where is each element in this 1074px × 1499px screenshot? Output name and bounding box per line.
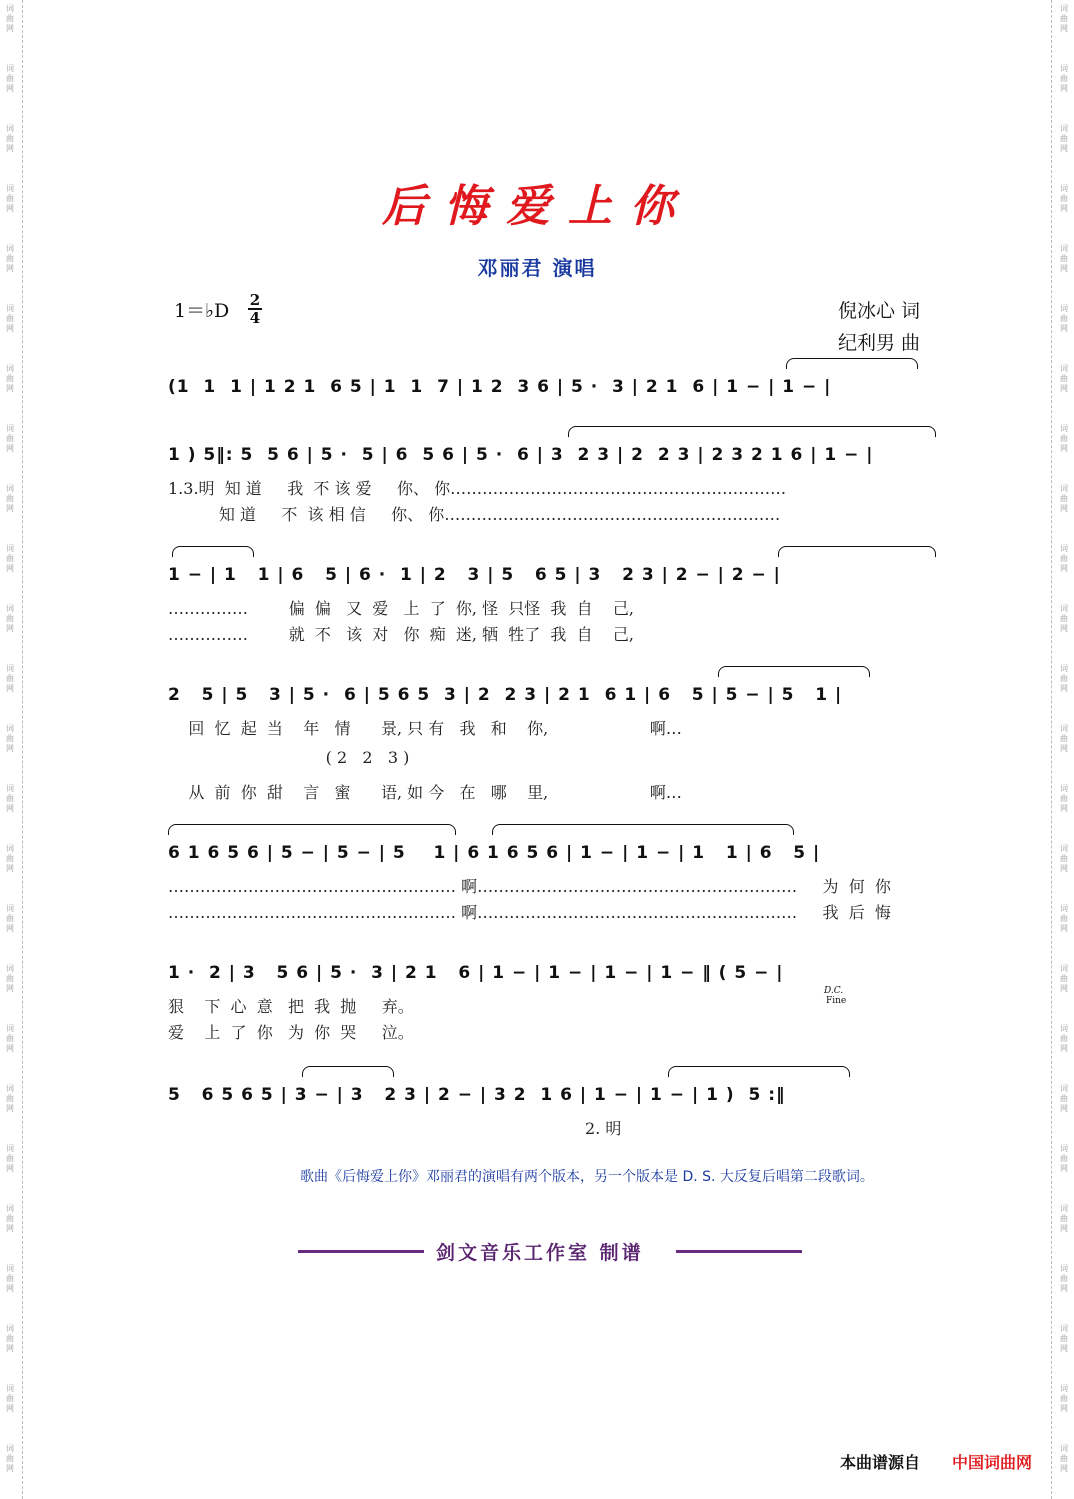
watermark-text: 词 曲 网 [6,1024,14,1053]
notation-line: 5 6 5 6 5 | 3 − | 3 2 3 | 2 − | 3 2 1 6 | 1 − | 1 − | 1 ) 5 :‖ [168,1085,786,1105]
time-signature [248,292,262,326]
watermark-text: 词 曲 网 [6,904,14,933]
slur-arc [492,824,794,835]
maker-divider-left [298,1250,424,1253]
slur-arc [568,426,936,437]
watermark-text: 词 曲 网 [6,1264,14,1293]
watermark-text: 词 曲 网 [6,424,14,453]
watermark-text: 词 曲 网 [1060,304,1068,333]
watermark-text: 词 曲 网 [6,664,14,693]
watermark-text: 词 曲 网 [1060,904,1068,933]
lyricist-credit: 倪冰心 词 [838,300,921,322]
notation-line: 6 1 6 5 6 | 5 − | 5 − | 5 1 | 6 1 6 5 6 | 1 − | 1 − | 1 1 | 6 5 | [168,843,821,863]
time-signature-top: 2 [249,291,261,309]
watermark-text: 词 曲 网 [6,604,14,633]
tie-arc [778,546,936,557]
watermark-text: 词 曲 网 [6,184,14,213]
watermark-text: 词 曲 网 [1060,64,1068,93]
watermark-text: 词 曲 网 [1060,784,1068,813]
lyric-verse-2: 爱 上 了 你 为 你 哭 泣。 [168,1023,414,1042]
watermark-text: 词 曲 网 [1060,1204,1068,1233]
watermark-text: 词 曲 网 [6,1324,14,1353]
watermark-text: 词 曲 网 [6,304,14,333]
watermark-text: 词 曲 网 [1060,544,1068,573]
watermark-text: 词 曲 网 [1060,724,1068,753]
key-signature: 1＝♭D [174,300,230,322]
watermark-text: 词 曲 网 [1060,1144,1068,1173]
lyric-verse-1: 回 忆 起 当 年 情 景, 只 有 我 和 你, 啊… [168,719,682,738]
tie-arc [302,1066,394,1077]
watermark-text: 词 曲 网 [1060,604,1068,633]
watermark-text: 词 曲 网 [1060,1384,1068,1413]
lyric-verse-2: 从 前 你 甜 言 蜜 语, 如 今 在 哪 里, 啊… [168,783,682,802]
watermark-text: 词 曲 网 [6,784,14,813]
tie-arc [668,1066,850,1077]
watermark-text: 词 曲 网 [1060,484,1068,513]
watermark-text: 词 曲 网 [1060,184,1068,213]
watermark-text: 词 曲 网 [6,1384,14,1413]
fine-marking: Fine [826,996,847,1006]
alternate-notes: ( 2 2 3 ) [168,748,410,767]
composer-credit: 纪利男 曲 [838,332,921,354]
lyric-verse-1: 狠 下 心 意 把 我 抛 弃。 [168,997,414,1016]
watermark-text: 词 曲 网 [1060,124,1068,153]
lyric-verse-1: ……………………………………………… 啊…………………………………………………… 为 何 你 [168,877,891,896]
dc-marking: D.C. [824,986,844,996]
source-site-link[interactable]: 中国词曲网 [952,1453,1033,1472]
watermark-text: 词 曲 网 [6,4,14,33]
watermark-text: 词 曲 网 [6,484,14,513]
watermark-text: 词 曲 网 [1060,1024,1068,1053]
tie-arc [718,666,870,677]
watermark-text: 词 曲 网 [1060,1084,1068,1113]
notation-line: 1 ) 5‖: 5 5 6 | 5 · 5 | 6 5 6 | 5 · 6 | 3 2 3 | 2 2 3 | 2 3 2 1 6 | 1 − | [168,445,874,465]
singer-credit: 邓丽君 演唱 [477,256,597,280]
watermark-text: 词 曲 网 [6,364,14,393]
notation-line: (1 1 1 | 1 2 1 6 5 | 1 1 7 | 1 2 3 6 | 5 · 3 | 2 1 6 | 1 − | 1 − | [168,377,832,397]
maker-credit: 剑文音乐工作室 制谱 [436,1242,644,1264]
watermark-text: 词 曲 网 [1060,1444,1068,1473]
maker-divider-right [676,1250,802,1253]
watermark-text: 词 曲 网 [1060,4,1068,33]
time-signature-bottom: 4 [249,309,261,327]
watermark-text: 词 曲 网 [1060,1264,1068,1293]
watermark-text: 词 曲 网 [1060,664,1068,693]
watermark-text: 词 曲 网 [6,544,14,573]
watermark-text: 词 曲 网 [6,1444,14,1473]
watermark-text: 词 曲 网 [1060,964,1068,993]
watermark-text: 词 曲 网 [6,724,14,753]
watermark-text: 词 曲 网 [6,844,14,873]
notation-line: 1 − | 1 1 | 6 5 | 6 · 1 | 2 3 | 5 6 5 | 3 2 3 | 2 − | 2 − | [168,565,781,585]
lyric-verse-2: ……………………………………………… 啊…………………………………………………… 我 后 悔 [168,903,891,922]
lyric-verse-2-start: 2. 明 [168,1119,622,1138]
lyric-verse-2: 知 道 不 该 相 信 你、 你……………………………………………………… [168,505,781,524]
source-label: 本曲谱源自 [840,1453,921,1472]
notation-line: 2 5 | 5 3 | 5 · 6 | 5 6 5 3 | 2 2 3 | 2 1 6 1 | 6 5 | 5 − | 5 1 | [168,685,843,705]
watermark-text: 词 曲 网 [6,244,14,273]
watermark-text: 词 曲 网 [1060,1324,1068,1353]
notation-line: 1 · 2 | 3 5 6 | 5 · 3 | 2 1 6 | 1 − | 1 − | 1 − | 1 − ‖ ( 5 − | [168,963,784,983]
slur-arc [168,824,456,835]
watermark-text: 词 曲 网 [6,64,14,93]
watermark-text: 词 曲 网 [6,964,14,993]
tie-arc [786,358,918,369]
watermark-text: 词 曲 网 [1060,244,1068,273]
performance-note: 歌曲《后悔爱上你》邓丽君的演唱有两个版本，另一个版本是 D. S. 大反复后唱第二段歌词。 [300,1169,874,1185]
lyric-verse-2: …………… 就 不 该 对 你 痴 迷, 牺 牲了 我 自 己, [168,625,635,644]
watermark-text: 词 曲 网 [6,1084,14,1113]
tie-arc [172,546,254,557]
song-title: 后悔爱上你 [382,181,692,232]
lyric-verse-1: 1.3.明 知 道 我 不 该 爱 你、 你……………………………………………………… [168,479,787,498]
lyric-verse-1: …………… 偏 偏 又 爱 上 了 你, 怪 只怪 我 自 己, [168,599,635,618]
watermark-text: 词 曲 网 [6,1144,14,1173]
watermark-text: 词 曲 网 [6,124,14,153]
watermark-text: 词 曲 网 [6,1204,14,1233]
watermark-text: 词 曲 网 [1060,364,1068,393]
watermark-text: 词 曲 网 [1060,424,1068,453]
watermark-text: 词 曲 网 [1060,844,1068,873]
